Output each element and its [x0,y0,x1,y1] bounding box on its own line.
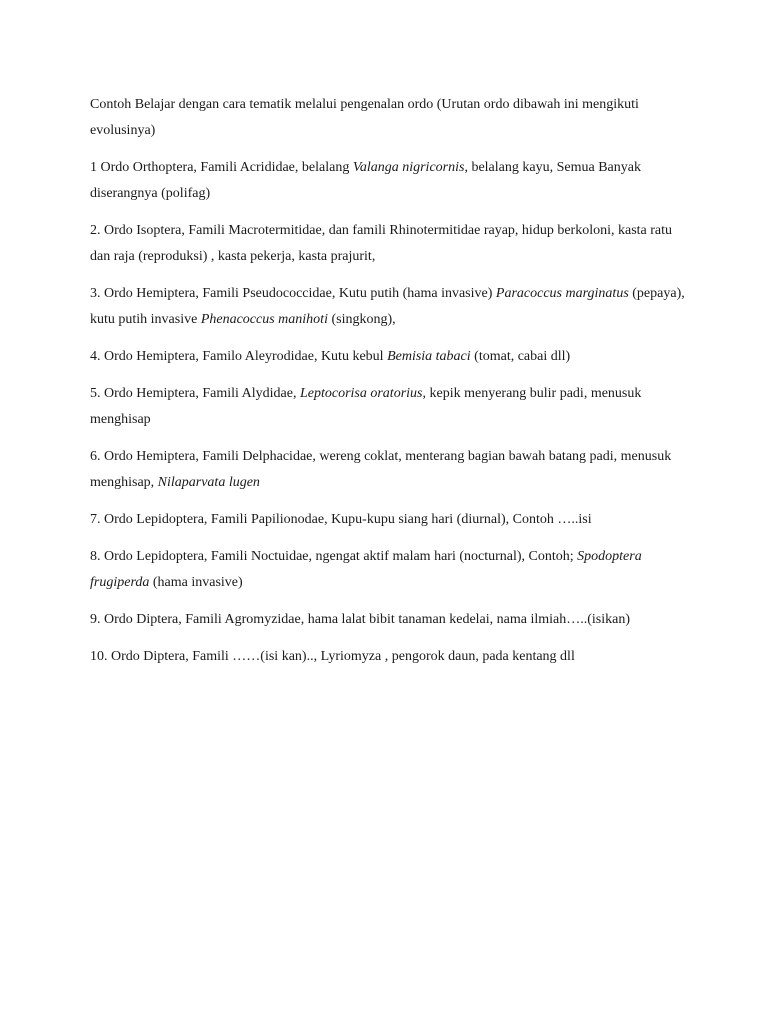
item-7-text: 7. Ordo Lepidoptera, Famili Papilionodae, Kupu-kupu siang hari (diurnal), Contoh …..isi [90,512,592,527]
item-3 [90,281,688,333]
item-6-species: Nilaparvata lugen [157,475,260,490]
item-6 [90,444,688,496]
item-8-species: Spodoptera frugiperda [90,549,642,590]
item-6-text: 6. Ordo Hemiptera, Famili Delphacidae, wereng coklat, menterang bagian bawah batang padi, menusuk menghisap, [90,449,672,490]
item-9 [90,607,688,633]
item-5-text: 5. Ordo Hemiptera, Famili Alydidae, [90,386,300,401]
item-3-species-2: Phenacoccus manihoti [200,312,328,327]
item-5-species: Leptocorisa oratorius [299,386,423,401]
item-4-species: Bemisia tabaci [387,349,471,364]
item-8 [90,544,688,596]
item-5 [90,381,688,433]
item-8-text: 8. Ordo Lepidoptera, Famili Noctuidae, ngengat aktif malam hari (nocturnal), Contoh; [90,549,578,564]
item-1-species: Valanga nigricornis [352,160,465,175]
item-1-text: 1 Ordo Orthoptera, Famili Acrididae, belalang [90,160,353,175]
item-7 [90,507,688,533]
item-4-text-2: (tomat, cabai dll) [470,349,571,364]
item-10-text: 10. Ordo Diptera, Famili ……(isi kan).., Lyriomyza , pengorok daun, pada kentang dll [90,649,575,664]
intro-text: Contoh Belajar dengan cara tematik melalui pengenalan ordo (Urutan ordo dibawah ini mengikuti evolusinya) [90,97,639,138]
intro-paragraph [90,92,688,144]
item-4 [90,344,688,370]
item-1 [90,155,688,207]
item-4-text: 4. Ordo Hemiptera, Familo Aleyrodidae, Kutu kebul [90,349,388,364]
item-2 [90,218,688,270]
item-3-text-3: (singkong), [327,312,396,327]
item-2-text: 2. Ordo Isoptera, Famili Macrotermitidae, dan famili Rhinotermitidae rayap, hidup berkoloni, kasta ratu dan raja (reproduksi) , kasta pekerja, kasta prajurit, [90,223,673,264]
item-5-text-2: , kepik menyerang bulir padi, menusuk menghisap [90,386,642,427]
item-3-text-2: (pepaya), kutu putih invasive [90,286,685,327]
item-3-species: Paracoccus marginatus [495,286,629,301]
item-8-text-2: (hama invasive) [149,575,243,590]
item-3-text: 3. Ordo Hemiptera, Famili Pseudococcidae, Kutu putih (hama invasive) [90,286,496,301]
item-1-text-2: , belalang kayu, Semua Banyak diserangnya (polifag) [90,160,641,201]
item-10 [90,644,688,670]
item-9-text: 9. Ordo Diptera, Famili Agromyzidae, hama lalat bibit tanaman kedelai, nama ilmiah…..(isikan) [90,612,631,627]
